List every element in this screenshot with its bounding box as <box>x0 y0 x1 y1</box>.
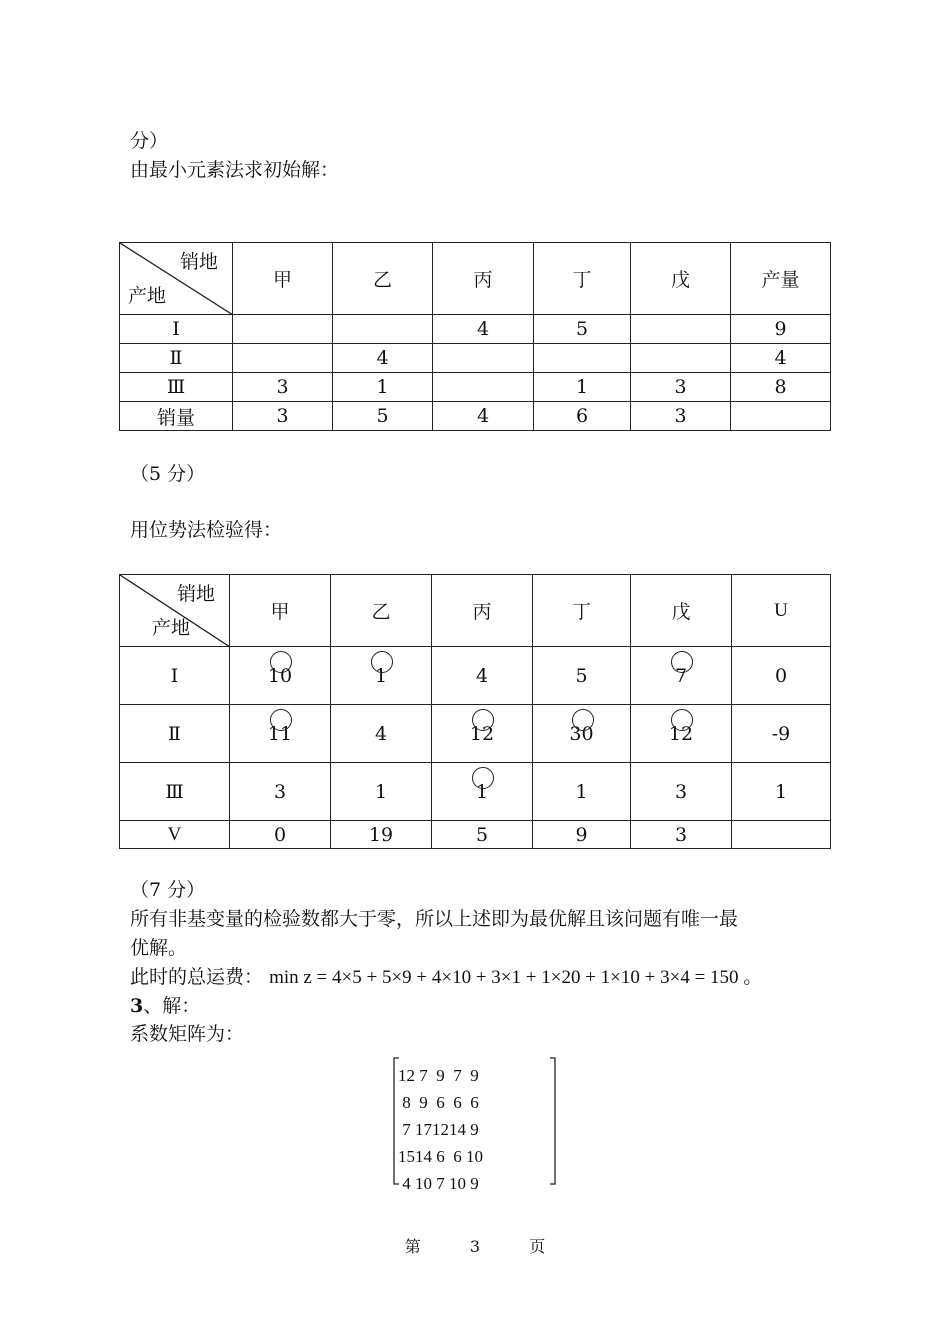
table-cell: 4 <box>433 402 534 431</box>
table-cell <box>433 344 534 373</box>
table-cell <box>631 344 731 373</box>
matrix-cell: 7 <box>402 1119 411 1139</box>
col-header: 戊 <box>631 575 732 647</box>
table-cell <box>534 344 631 373</box>
circled-number: 12 <box>469 722 495 745</box>
table-cell: 1 <box>534 373 631 402</box>
matrix-cell: 8 <box>402 1092 411 1112</box>
table-row <box>120 402 831 431</box>
table-row <box>120 373 831 402</box>
footer-prefix: 第 <box>404 1237 421 1256</box>
col-header: 丙 <box>433 243 534 315</box>
matrix-row <box>398 1170 483 1197</box>
row-label: Ⅲ <box>120 373 233 402</box>
table-row <box>120 821 831 849</box>
table-row <box>120 344 831 373</box>
row-label: Ⅲ <box>120 763 230 821</box>
matrix-cell: 12 <box>432 1119 449 1139</box>
matrix-cell: 7 <box>436 1173 445 1193</box>
section-heading <box>130 994 200 1018</box>
page-number: 3 <box>469 1237 481 1256</box>
table-cell: 5 <box>333 402 433 431</box>
table-cell <box>631 647 732 705</box>
table-cell: 19 <box>331 821 432 849</box>
corner-label-sales: 销地 <box>176 583 215 605</box>
matrix-cell: 15 <box>398 1146 415 1166</box>
table-cell: 5 <box>432 821 533 849</box>
row-label: V <box>120 821 230 849</box>
circled-number: 7 <box>674 664 688 687</box>
row-label: 销量 <box>120 402 233 431</box>
table-cell: 1 <box>333 373 433 402</box>
table-cell <box>333 315 433 344</box>
matrix-cell: 6 <box>436 1092 445 1112</box>
col-header: 甲 <box>230 575 331 647</box>
table-cell: 4 <box>331 705 432 763</box>
corner-header-cell <box>120 575 230 647</box>
row-label: Ⅰ <box>120 647 230 705</box>
table-cell: 4 <box>433 315 534 344</box>
table-cell: 4 <box>432 647 533 705</box>
score-label: （5 分） <box>130 463 206 485</box>
table-cell: 8 <box>731 373 831 402</box>
circled-number: 10 <box>267 664 293 687</box>
circled-number: 1 <box>475 780 489 803</box>
matrix-cell: 6 <box>436 1146 445 1166</box>
total-cost-label: 此时的总运费： <box>130 966 264 988</box>
col-header: 产量 <box>731 243 831 315</box>
table-cell <box>233 344 333 373</box>
table-cell: 3 <box>631 402 731 431</box>
text-line-potential: 用位势法检验得： <box>130 519 283 541</box>
col-header: U <box>732 575 831 647</box>
total-cost-formula: min z = 4×5 + 5×9 + 4×10 + 3×1 + 1×20 + 1×10 + 3×4 = 150 。 <box>269 967 763 988</box>
table-cell <box>533 705 631 763</box>
table-cell: 3 <box>233 402 333 431</box>
col-header: 乙 <box>331 575 432 647</box>
table-cell: 9 <box>731 315 831 344</box>
table-cell: 1 <box>533 763 631 821</box>
row-label: Ⅱ <box>120 344 233 373</box>
table-row <box>120 763 831 821</box>
circled-number: 12 <box>668 722 694 745</box>
conclusion-line-1: 所有非基变量的检验数都大于零，所以上述即为最优解且该问题有唯一最 <box>130 908 739 930</box>
table-cell <box>230 705 331 763</box>
circled-number: 11 <box>267 722 293 745</box>
corner-label-origin: 产地 <box>152 617 191 639</box>
table-cell: 3 <box>631 821 732 849</box>
corner-label-sales: 销地 <box>179 251 218 273</box>
matrix-cell: 6 <box>453 1146 462 1166</box>
conclusion-line-2: 优解。 <box>130 937 188 959</box>
matrix-cell: 10 <box>449 1173 466 1193</box>
matrix-cell: 12 <box>398 1065 415 1085</box>
section-number: 3 <box>130 995 144 1017</box>
text-line-coef: 系数矩阵为： <box>130 1023 245 1045</box>
col-header: 甲 <box>233 243 333 315</box>
table-row <box>120 647 831 705</box>
corner-label-origin: 产地 <box>128 285 167 307</box>
potential-test-table <box>119 574 831 849</box>
table-cell: 3 <box>230 763 331 821</box>
table-cell: 0 <box>732 647 831 705</box>
matrix-cell: 7 <box>419 1065 428 1085</box>
table-cell <box>230 647 331 705</box>
circled-number: 30 <box>569 722 594 745</box>
matrix-cell: 4 <box>402 1173 411 1193</box>
table-cell: 4 <box>731 344 831 373</box>
table-cell: 1 <box>331 763 432 821</box>
corner-header-cell <box>120 243 233 315</box>
table-cell <box>433 373 534 402</box>
matrix-row <box>398 1143 483 1170</box>
matrix-cell: 6 <box>453 1092 462 1112</box>
table-cell: 5 <box>533 647 631 705</box>
table-cell <box>331 647 432 705</box>
table-cell: 3 <box>233 373 333 402</box>
table-cell <box>631 315 731 344</box>
matrix-row <box>398 1062 483 1089</box>
col-header: 丁 <box>534 243 631 315</box>
table-cell <box>731 402 831 431</box>
text-line-fen: 分） <box>130 130 169 152</box>
matrix-cell: 14 <box>415 1146 432 1166</box>
text-line-min-element: 由最小元素法求初始解： <box>130 159 340 181</box>
section-title: 、解： <box>143 995 201 1017</box>
table-cell: 3 <box>631 373 731 402</box>
table-cell: 1 <box>732 763 831 821</box>
circled-number: 1 <box>374 664 388 687</box>
table-cell: 0 <box>230 821 331 849</box>
matrix-row <box>398 1089 483 1116</box>
matrix-cell: 7 <box>453 1065 462 1085</box>
table-cell: 3 <box>631 763 732 821</box>
row-label: Ⅱ <box>120 705 230 763</box>
matrix-cell: 9 <box>470 1065 479 1085</box>
matrix-cell: 6 <box>470 1092 479 1112</box>
table-cell: -9 <box>732 705 831 763</box>
table-cell: 6 <box>534 402 631 431</box>
table-cell: 5 <box>534 315 631 344</box>
table-cell <box>432 705 533 763</box>
table-cell <box>432 763 533 821</box>
score-label: （7 分） <box>130 879 206 901</box>
matrix-cell: 9 <box>470 1119 479 1139</box>
table-cell <box>732 821 831 849</box>
table-cell: 9 <box>533 821 631 849</box>
table-cell <box>631 705 732 763</box>
footer-suffix: 页 <box>529 1237 546 1256</box>
total-cost-line <box>130 965 762 990</box>
matrix-row <box>398 1116 483 1143</box>
table-row <box>120 705 831 763</box>
initial-solution-table <box>119 242 831 431</box>
col-header: 丙 <box>432 575 533 647</box>
page-footer <box>0 1234 950 1257</box>
table-row <box>120 315 831 344</box>
table-cell <box>233 315 333 344</box>
table-cell: 4 <box>333 344 433 373</box>
matrix-cell: 9 <box>470 1173 479 1193</box>
matrix-cell: 9 <box>436 1065 445 1085</box>
matrix-cell: 10 <box>466 1146 483 1166</box>
matrix-cell: 17 <box>415 1119 432 1139</box>
matrix-cell: 14 <box>449 1119 466 1139</box>
row-label: Ⅰ <box>120 315 233 344</box>
col-header: 乙 <box>333 243 433 315</box>
matrix-cell: 10 <box>415 1173 432 1193</box>
col-header: 丁 <box>533 575 631 647</box>
col-header: 戊 <box>631 243 731 315</box>
matrix-cell: 9 <box>419 1092 428 1112</box>
